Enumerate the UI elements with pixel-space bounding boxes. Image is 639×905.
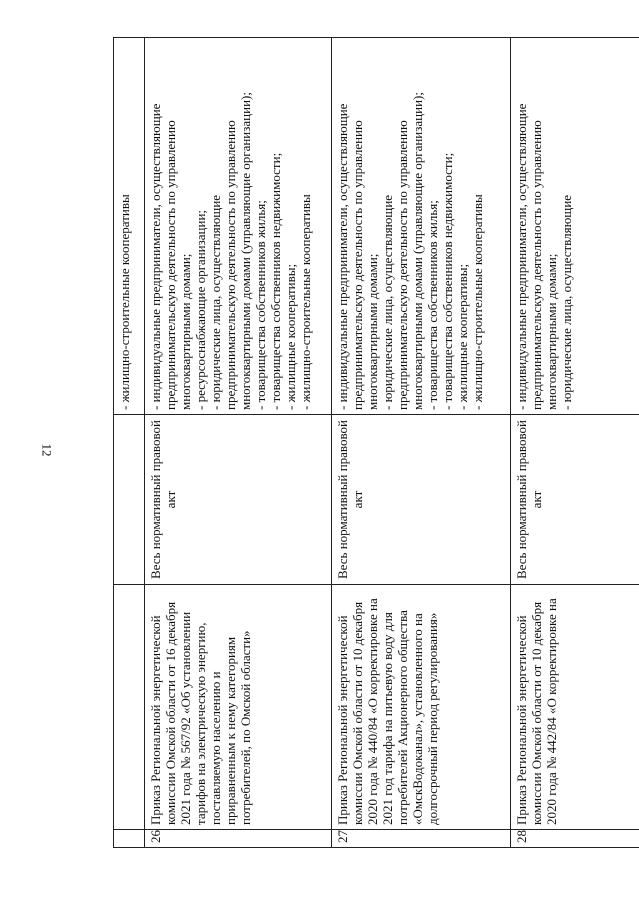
subjects-cell — [145, 38, 332, 415]
document-cell: Приказ Региональной энергетической комиссии Омской области от 10 декабря 2020 года № 440/84 «О корректировке на 2021 год тарифа на питьевую воду для потребителей Акционерного общества «ОмскВодоканал», установленного на долгосрочный период регулирования» — [332, 585, 511, 830]
subject-line: - юридические лица, осуществляющие — [559, 194, 574, 410]
subject-line: - жилищно-строительные кооперативы — [470, 194, 485, 410]
subject-line: - жилищные кооперативы; — [455, 263, 470, 410]
subjects-cell — [511, 38, 639, 415]
table-row — [145, 38, 332, 848]
subject-line: предпринимательскую деятельность по управлению — [529, 120, 544, 410]
subject-line: - товарищества собственников жилья; — [253, 200, 268, 410]
subjects-cell — [332, 38, 511, 415]
subject-line: - юридические лица, осуществляющие — [208, 194, 223, 410]
table-row — [511, 38, 639, 848]
subject-line: - индивидуальные предприниматели, осуществляющие — [335, 103, 350, 410]
subject-line: - ресурсоснабжающие организации; — [193, 209, 208, 410]
scope-cell: Весь нормативный правовой акт — [145, 415, 332, 585]
subject-line: - жилищные кооперативы; — [283, 263, 298, 410]
row-number-cell — [114, 830, 145, 848]
subject-line: предпринимательскую деятельность по управлению — [395, 120, 410, 410]
subject-line: - товарищества собственников недвижимости; — [268, 152, 283, 410]
rotated-page — [113, 38, 639, 848]
subject-line: предпринимательскую деятельность по управлению — [350, 120, 365, 410]
subject-line: многоквартирными домами; — [178, 253, 193, 410]
subject-line: предпринимательскую деятельность по управлению — [223, 120, 238, 410]
subject-line: многоквартирными домами; — [365, 253, 380, 410]
scope-cell: Весь нормативный правовой акт — [511, 415, 639, 585]
subjects-cell — [114, 38, 145, 415]
subject-line: - индивидуальные предприниматели, осуществляющие — [148, 103, 163, 410]
regulations-table — [113, 37, 639, 848]
scope-cell: Весь нормативный правовой акт — [332, 415, 511, 585]
table-row — [114, 38, 145, 848]
subject-line: - товарищества собственников жилья; — [425, 200, 440, 410]
subject-line: многоквартирными домами; — [544, 253, 559, 410]
scope-cell — [114, 415, 145, 585]
subject-line: многоквартирными домами (управляющие организации); — [410, 92, 425, 410]
subject-line: - юридические лица, осуществляющие — [380, 194, 395, 410]
subject-line: - жилищно-строительные кооперативы — [298, 194, 313, 410]
subject-line: многоквартирными домами (управляющие организации); — [238, 92, 253, 410]
page-number: 12 — [39, 443, 55, 457]
row-number-cell: 26 — [145, 830, 332, 848]
row-number-cell: 28 — [511, 830, 639, 848]
subject-line: предпринимательскую деятельность по управлению — [163, 120, 178, 410]
document-cell: Приказ Региональной энергетической комиссии Омской области от 16 декабря 2021 года № 567/92 «Об установлении тарифов на электрическую энергию, поставляемую населению и приравненным к нему категориям потребителей, по Омской области» — [145, 585, 332, 830]
subject-line: - жилищно-строительные кооперативы — [117, 194, 132, 410]
document-cell: Приказ Региональной энергетической комиссии Омской области от 10 декабря 2020 года № 442/84 «О корректировке на — [511, 585, 639, 830]
table-row — [332, 38, 511, 848]
document-cell — [114, 585, 145, 830]
subject-line: - индивидуальные предприниматели, осуществляющие — [514, 103, 529, 410]
subject-line: - товарищества собственников недвижимости; — [440, 152, 455, 410]
row-number-cell: 27 — [332, 830, 511, 848]
